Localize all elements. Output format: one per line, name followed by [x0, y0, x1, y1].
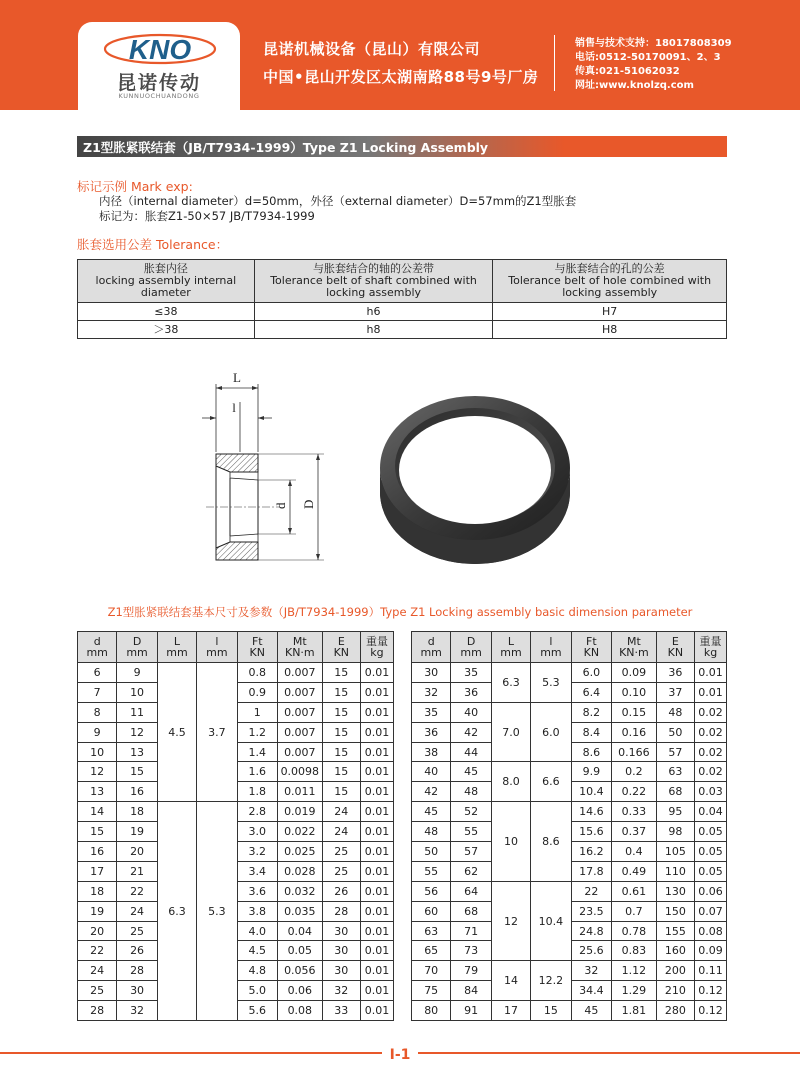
table-row: 10 13 1.4 0.007 15 0.01	[78, 742, 394, 762]
section-title-bar	[77, 136, 727, 157]
table-row: 70 79 14 12.2 32 1.12 200 0.11	[412, 961, 727, 981]
params-table-right	[411, 631, 727, 1021]
params-title: Z1型胀紧联结套基本尺寸及参数（JB/T7934-1999）Type Z1 Locking assembly basic dimension parameter	[107, 605, 693, 619]
header-cell: D mm	[117, 632, 157, 663]
table-row: 14 18 6.3 5.3 2.8 0.019 24 0.01	[78, 802, 394, 822]
table-row: 17 21 3.4 0.028 25 0.01	[78, 861, 394, 881]
table-row: 63 71 24.8 0.78 155 0.08	[412, 921, 727, 941]
table-row: 30 35 6.3 5.3 6.0 0.09 36 0.01	[412, 663, 727, 683]
header-cell: 与胀套结合的孔的公差 Tolerance belt of hole combined with locking assembly	[493, 260, 727, 303]
header-cell: D mm	[451, 632, 491, 663]
header-banner	[0, 0, 800, 110]
header-cell: 胀套内径 locking assembly internal diameter	[78, 260, 255, 303]
table-row: 32 36 6.4 0.10 37 0.01	[412, 682, 727, 702]
table-row: 80 91 17 15 45 1.81 280 0.12	[412, 1001, 727, 1021]
header-cell: d mm	[78, 632, 117, 663]
tolerance-table	[77, 259, 727, 339]
contact-fax: 传真:021-51062032	[575, 66, 680, 77]
header-cell: Mt KN·m	[612, 632, 657, 663]
contact-sales: 销售与技术支持：18017808309	[575, 38, 732, 49]
contact-website[interactable]: 网址:www.knolzq.com	[575, 80, 694, 91]
table-row: 8 11 1 0.007 15 0.01	[78, 702, 394, 722]
table-row: 18 22 3.6 0.032 26 0.01	[78, 881, 394, 901]
table-row: 50 57 16.2 0.4 105 0.05	[412, 842, 727, 862]
table-row: 40 45 8.0 6.6 9.9 0.2 63 0.02	[412, 762, 727, 782]
table-row: 20 25 4.0 0.04 30 0.01	[78, 921, 394, 941]
header-cell: 与胀套结合的轴的公差带 Tolerance belt of shaft combined with locking assembly	[254, 260, 493, 303]
header-cell: 重量 kg	[695, 632, 727, 663]
table-row: 45 52 10 8.6 14.6 0.33 95 0.04	[412, 802, 727, 822]
table-row: ≤38 h6 H7	[78, 303, 727, 321]
header-cell: Ft KN	[237, 632, 277, 663]
table-row: 19 24 3.8 0.035 28 0.01	[78, 901, 394, 921]
dim-L-label: L	[233, 370, 241, 385]
header-cell: E KN	[656, 632, 694, 663]
company-address: 中国•昆山开发区太湖南路88号9号厂房	[263, 68, 539, 86]
cross-section-drawing	[200, 362, 340, 572]
page-number-container	[0, 1044, 800, 1063]
table-row: 13 16 1.8 0.011 15 0.01	[78, 782, 394, 802]
table-row: 28 32 5.6 0.08 33 0.01	[78, 1001, 394, 1021]
table-row: 48 55 15.6 0.37 98 0.05	[412, 822, 727, 842]
table-header-row	[78, 260, 727, 303]
section-title: Z1型胀紧联结套（JB/T7934-1999）Type Z1 Locking Assembly	[83, 140, 489, 155]
mark-example-line1: 内径（internal diameter）d=50mm，外径（external diameter）D=57mm的Z1型胀套	[99, 194, 577, 208]
table-row: 7 10 0.9 0.007 15 0.01	[78, 682, 394, 702]
table-row: 65 73 25.6 0.83 160 0.09	[412, 941, 727, 961]
table-row: 55 62 17.8 0.49 110 0.05	[412, 861, 727, 881]
dim-d-label: d	[273, 502, 288, 509]
mark-example-line2: 标记为：胀套Z1-50×57 JB/T7934-1999	[99, 209, 315, 223]
header-cell: Ft KN	[571, 632, 611, 663]
header-cell: d mm	[412, 632, 451, 663]
table-row: 15 19 3.0 0.022 24 0.01	[78, 822, 394, 842]
table-row: 56 64 12 10.4 22 0.61 130 0.06	[412, 881, 727, 901]
table-row: 16 20 3.2 0.025 25 0.01	[78, 842, 394, 862]
params-table-left	[77, 631, 394, 1021]
table-header-row	[78, 632, 394, 663]
locking-ring-photo	[368, 380, 583, 575]
dim-l-label: l	[232, 400, 236, 415]
table-row: 6 9 4.5 3.7 0.8 0.007 15 0.01	[78, 663, 394, 683]
svg-text:KNO: KNO	[128, 34, 192, 65]
kno-logo-icon	[102, 32, 218, 66]
header-divider	[554, 35, 555, 91]
table-row: 24 28 4.8 0.056 30 0.01	[78, 961, 394, 981]
logo-english: KUNNUOCHUANDONG	[118, 92, 200, 100]
table-row: 42 48 10.4 0.22 68 0.03	[412, 782, 727, 802]
header-cell: l mm	[197, 632, 237, 663]
header-cell: l mm	[531, 632, 571, 663]
logo	[78, 22, 240, 110]
table-row: 36 42 8.4 0.16 50 0.02	[412, 722, 727, 742]
table-row: 38 44 8.6 0.166 57 0.02	[412, 742, 727, 762]
contact-phone: 电话:0512-50170091、2、3	[575, 52, 721, 63]
dim-D-label: D	[301, 499, 316, 509]
page-number: I-1	[382, 1047, 419, 1063]
header-cell: Mt KN·m	[277, 632, 322, 663]
table-row: ＞38 h8 H8	[78, 321, 727, 339]
company-name: 昆诺机械设备（昆山）有限公司	[263, 40, 481, 58]
table-row: 22 26 4.5 0.05 30 0.01	[78, 941, 394, 961]
tolerance-label: 胀套选用公差 Tolerance：	[77, 237, 229, 252]
table-header-row	[412, 632, 727, 663]
mark-example-label: 标记示例 Mark exp:	[77, 179, 193, 194]
header-cell: E KN	[322, 632, 360, 663]
header-cell: L mm	[157, 632, 196, 663]
header-cell: L mm	[491, 632, 530, 663]
logo-chinese: 昆诺传动	[116, 72, 201, 94]
table-row: 12 15 1.6 0.0098 15 0.01	[78, 762, 394, 782]
table-row: 25 30 5.0 0.06 32 0.01	[78, 981, 394, 1001]
table-row: 75 84 34.4 1.29 210 0.12	[412, 981, 727, 1001]
header-cell: 重量 kg	[360, 632, 393, 663]
table-row: 35 40 7.0 6.0 8.2 0.15 48 0.02	[412, 702, 727, 722]
table-row: 60 68 23.5 0.7 150 0.07	[412, 901, 727, 921]
table-row: 9 12 1.2 0.007 15 0.01	[78, 722, 394, 742]
